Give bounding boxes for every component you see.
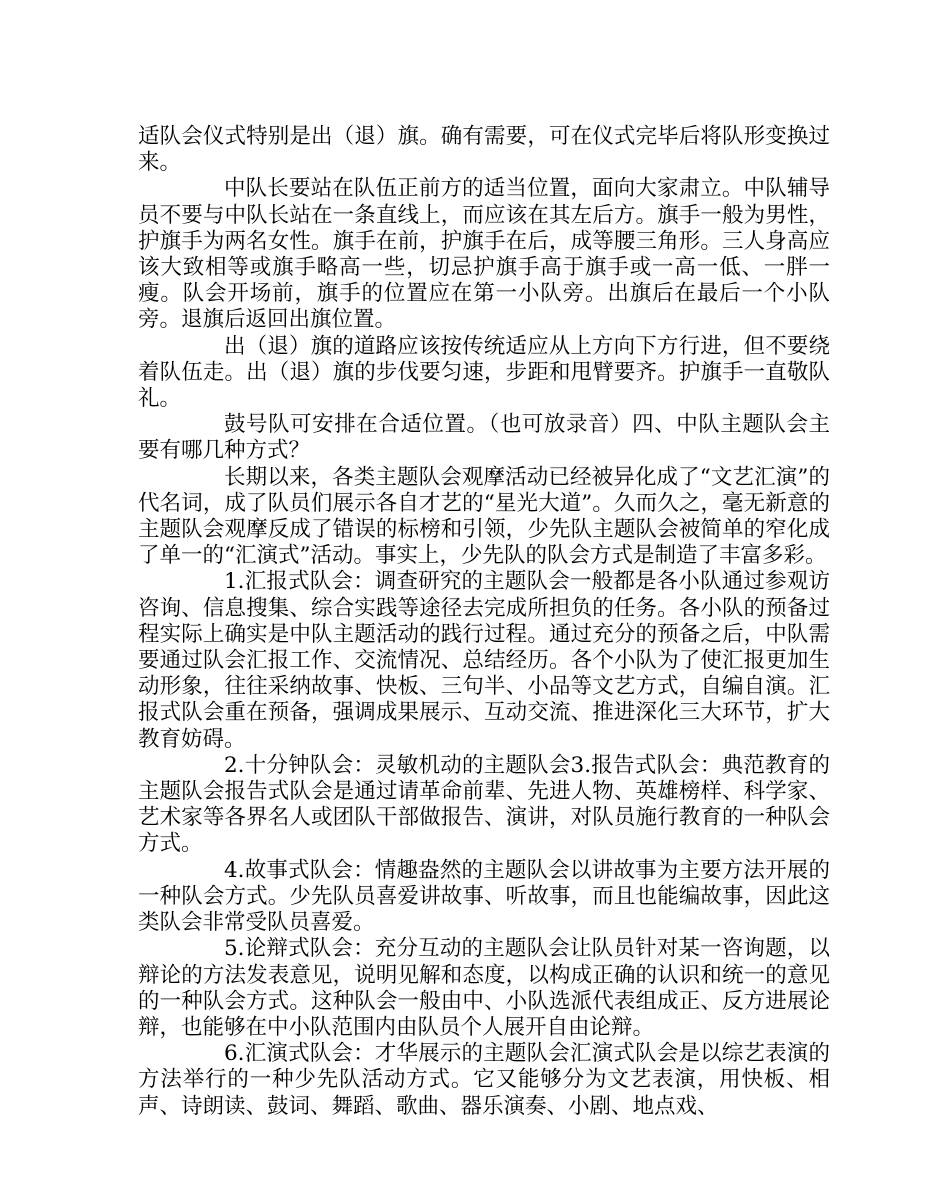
paragraph: 鼓号队可安排在合适位置。（也可放录音）四、中队主题队会主要有哪几种方式？ — [138, 412, 830, 464]
paragraph: 2.十分钟队会：灵敏机动的主题队会3.报告式队会：典范教育的主题队会报告式队会是通过请革命前辈、先进人物、英雄榜样、科学家、艺术家等各界名人或团队干部做报告、演讲，对队员施行教育的一种队会方式。 — [138, 752, 830, 857]
paragraph-continuation: 适队会仪式特别是出（退）旗。确有需要，可在仪式完毕后将队形变换过来。 — [138, 124, 830, 176]
document-body — [138, 124, 830, 1120]
paragraph: 长期以来，各类主题队会观摩活动已经被异化成了“文艺汇演”的代名词，成了队员们展示各自才艺的“星光大道”。久而久之，毫无新意的主题队会观摩反成了错误的标榜和引领，少先队主题队会被简单的窄化成了单一的“汇演式”活动。事实上，少先队的队会方式是制造了丰富多彩。 — [138, 464, 830, 569]
paragraph: 中队长要站在队伍正前方的适当位置，面向大家肃立。中队辅导员不要与中队长站在一条直线上，而应该在其左后方。旗手一般为男性，护旗手为两名女性。旗手在前，护旗手在后，成等腰三角形。三人身高应该大致相等或旗手略高一些，切忌护旗手高于旗手或一高一低、一胖一瘦。队会开场前，旗手的位置应在第一小队旁。出旗后在最后一个小队旁。退旗后返回出旗位置。 — [138, 176, 830, 333]
paragraph: 5.论辩式队会：充分互动的主题队会让队员针对某一咨询题，以辩论的方法发表意见，说明见解和态度，以构成正确的认识和统一的意见的一种队会方式。这种队会一般由中、小队选派代表组成正、反方进展论辩，也能够在中小队范围内由队员个人展开自由论辩。 — [138, 936, 830, 1040]
paragraph: 出（退）旗的道路应该按传统适应从上方向下方行进，但不要绕着队伍走。出（退）旗的步伐要匀速，步距和甩臂要齐。护旗手一直敬队礼。 — [138, 333, 830, 412]
paragraph: 4.故事式队会：情趣盎然的主题队会以讲故事为主要方法开展的一种队会方式。少先队员喜爱讲故事、听故事，而且也能编故事，因此这类队会非常受队员喜爱。 — [138, 857, 830, 936]
paragraph: 1.汇报式队会：调查研究的主题队会一般都是各小队通过参观访咨询、信息搜集、综合实践等途径去完成所担负的任务。各小队的预备过程实际上确实是中队主题活动的践行过程。通过充分的预备之后，中队需要通过队会汇报工作、交流情况、总结经历。各个小队为了使汇报更加生动形象，往往采纳故事、快板、三句半、小品等文艺方式，自编自演。汇报式队会重在预备，强调成果展示、互动交流、推进深化三大环节，扩大教育妨碍。 — [138, 569, 830, 752]
paragraph: 6.汇演式队会：才华展示的主题队会汇演式队会是以综艺表演的方法举行的一种少先队活动方式。它又能够分为文艺表演，用快板、相声、诗朗读、鼓词、舞蹈、歌曲、器乐演奏、小剧、地点戏、 — [138, 1041, 830, 1119]
